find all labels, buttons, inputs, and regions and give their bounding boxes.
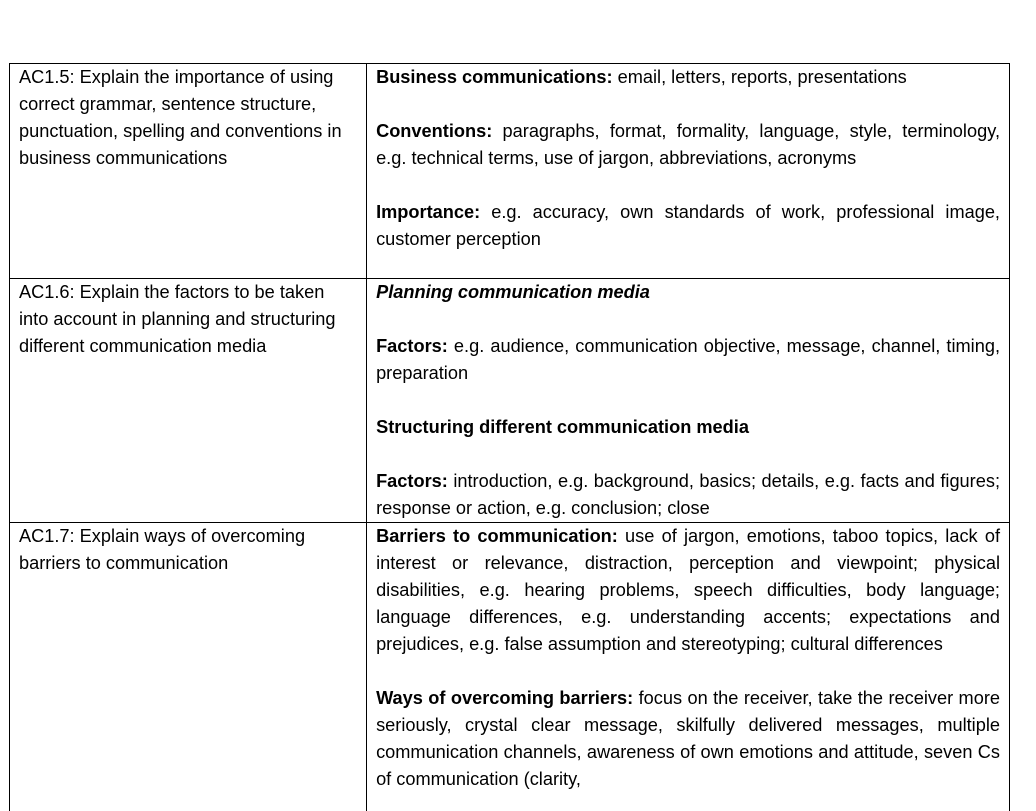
paragraph-heading: Factors: <box>376 471 448 491</box>
content-paragraph <box>376 118 1000 172</box>
paragraph-heading: Barriers to communication: <box>376 526 618 546</box>
paragraph-text: email, letters, reports, presentations <box>612 67 907 87</box>
content-paragraph <box>376 523 1000 658</box>
content-paragraph <box>376 414 1000 441</box>
paragraph-heading: Conventions: <box>376 121 493 141</box>
paragraph-heading: Ways of overcoming barriers: <box>376 688 634 708</box>
criterion-cell <box>10 279 367 523</box>
content-paragraph <box>376 685 1000 793</box>
criterion-cell <box>10 523 367 811</box>
paragraph-text: paragraphs, format, formality, language, style, terminology, e.g. technical terms, use of jargon, abbreviations, acronyms <box>376 121 1000 168</box>
paragraph-text: e.g. audience, communication objective, message, channel, timing, preparation <box>376 336 1000 383</box>
table-row <box>10 279 1010 523</box>
criterion-text: AC1.7: Explain ways of overcoming barriers to communication <box>19 526 306 573</box>
content-paragraph <box>376 468 1000 522</box>
paragraph-heading: Structuring different communication media <box>376 417 749 437</box>
assessment-criteria-table <box>9 63 1010 811</box>
criterion-cell <box>10 64 367 279</box>
paragraph-heading: Business communications: <box>376 67 613 87</box>
table-row <box>10 523 1010 811</box>
paragraph-heading: Importance: <box>376 202 481 222</box>
content-paragraph <box>376 199 1000 253</box>
content-cell <box>367 64 1010 279</box>
content-cell <box>367 523 1010 811</box>
paragraph-text: focus on the receiver, take the receiver more seriously, crystal clear message, skilfully delivered messages, multiple communication channels, awareness of own emotions and attitude, seven Cs of communication (clarity, <box>376 688 1000 789</box>
content-cell <box>367 279 1010 523</box>
paragraph-text: use of jargon, emotions, taboo topics, lack of interest or relevance, distraction, perception and viewpoint; physical disabilities, e.g. hearing problems, speech difficulties, body language; language differences, e.g. understanding accents; expectations and prejudices, e.g. false assumption and stereotyping; cultural differences <box>376 526 1001 654</box>
content-paragraph <box>376 279 1000 306</box>
criterion-text: AC1.6: Explain the factors to be taken into account in planning and structuring different communication media <box>19 282 336 356</box>
content-paragraph <box>376 64 1000 91</box>
paragraph-heading: Planning communication media <box>376 282 650 302</box>
content-paragraph <box>376 333 1000 387</box>
paragraph-text: e.g. accuracy, own standards of work, professional image, customer perception <box>376 202 1000 249</box>
criterion-text: AC1.5: Explain the importance of using correct grammar, sentence structure, punctuation, spelling and conventions in business communications <box>19 67 342 168</box>
table-row <box>10 64 1010 279</box>
paragraph-text: introduction, e.g. background, basics; details, e.g. facts and figures; response or action, e.g. conclusion; close <box>376 471 1000 518</box>
paragraph-heading: Factors: <box>376 336 448 356</box>
